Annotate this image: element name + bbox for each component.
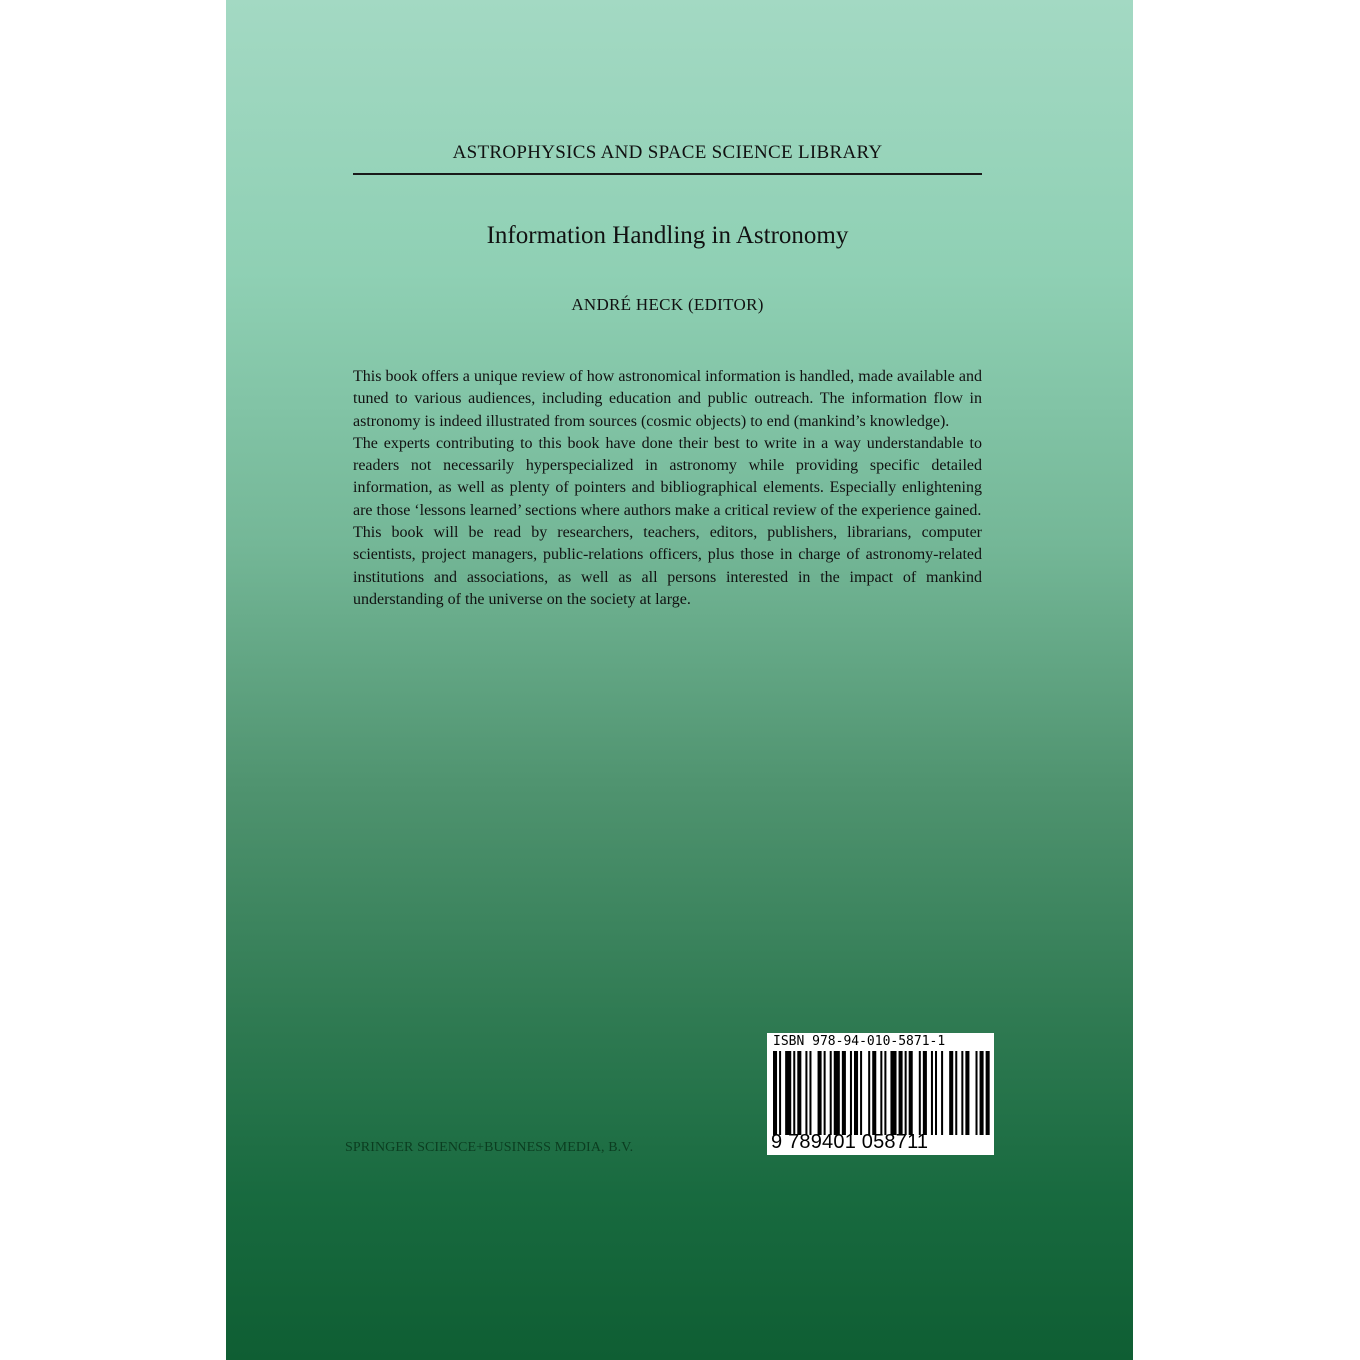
barcode-bar bbox=[818, 1051, 822, 1135]
description-paragraph: This book will be read by researchers, teachers, editors, publishers, librarians, computer scientists, project managers, public-relations officers, plus those in charge of astronomy-related institutions and associations, as well as all persons interested in the impact of mankind understanding of the universe on the society at large. bbox=[353, 524, 982, 608]
publisher-name: SPRINGER SCIENCE+BUSINESS MEDIA, B.V. bbox=[345, 1140, 634, 1155]
barcode-bar bbox=[931, 1051, 933, 1135]
barcode-bar bbox=[824, 1051, 826, 1135]
barcode-bar bbox=[884, 1051, 886, 1135]
barcode-bar bbox=[785, 1051, 791, 1135]
barcode-bar bbox=[805, 1051, 807, 1135]
barcode-bar bbox=[899, 1051, 903, 1135]
isbn-barcode bbox=[767, 1033, 994, 1155]
description-paragraph: This book offers a unique review of how astronomical information is handled, made available and tuned to various audiences, including education and public outreach. The information flow in astronomy is indeed illustrated from sources (cosmic objects) to end (mankind’s knowledge). bbox=[353, 368, 982, 430]
book-editor: ANDRÉ HECK (EDITOR) bbox=[571, 295, 764, 314]
book-back-cover bbox=[226, 0, 1133, 1360]
isbn-label: ISBN 978-94-010-5871-1 bbox=[773, 1034, 946, 1049]
barcode-bar bbox=[860, 1051, 862, 1135]
barcode-digits: 9 789401 058711 bbox=[771, 1131, 929, 1153]
book-title: Information Handling in Astronomy bbox=[486, 222, 849, 249]
series-divider bbox=[353, 173, 982, 175]
barcode-bar bbox=[850, 1051, 852, 1135]
barcode-bar bbox=[872, 1051, 876, 1135]
barcode-bar bbox=[773, 1051, 777, 1135]
barcode-bar bbox=[779, 1051, 781, 1135]
barcode-bar bbox=[935, 1051, 937, 1135]
barcode-bar bbox=[919, 1051, 921, 1135]
barcode-bar bbox=[854, 1051, 858, 1135]
barcode-bar bbox=[809, 1051, 811, 1135]
barcode-bar bbox=[986, 1051, 990, 1135]
barcode-bar bbox=[880, 1051, 882, 1135]
barcode-bar bbox=[955, 1051, 957, 1135]
barcode-bar bbox=[868, 1051, 870, 1135]
barcode-bar bbox=[949, 1051, 953, 1135]
barcode-bar bbox=[842, 1051, 846, 1135]
barcode-bar bbox=[793, 1051, 795, 1135]
barcode-bar bbox=[976, 1051, 978, 1135]
barcode-bar bbox=[830, 1051, 832, 1135]
barcode-bar bbox=[890, 1051, 896, 1135]
barcode-bar bbox=[980, 1051, 984, 1135]
description-paragraph: The experts contributing to this book have done their best to write in a way understandable to readers not necessarily hyperspecialized in astronomy while providing specific detailed information, as well as plenty of pointers and bibliographical elements. Especially enlightening are those ‘lessons learned’ sections where authors make a critical review of the experience gained. bbox=[353, 434, 982, 519]
barcode-bar bbox=[909, 1051, 913, 1135]
barcode-bar bbox=[834, 1051, 840, 1135]
barcode-bar bbox=[905, 1051, 907, 1135]
barcode-bar bbox=[965, 1051, 969, 1135]
barcode-bar bbox=[797, 1051, 801, 1135]
book-description bbox=[353, 366, 982, 611]
barcode-bar bbox=[923, 1051, 927, 1135]
barcode-icon bbox=[771, 1051, 991, 1135]
series-name: ASTROPHYSICS AND SPACE SCIENCE LIBRARY bbox=[452, 142, 883, 163]
barcode-bar bbox=[941, 1051, 943, 1135]
barcode-bar bbox=[961, 1051, 963, 1135]
